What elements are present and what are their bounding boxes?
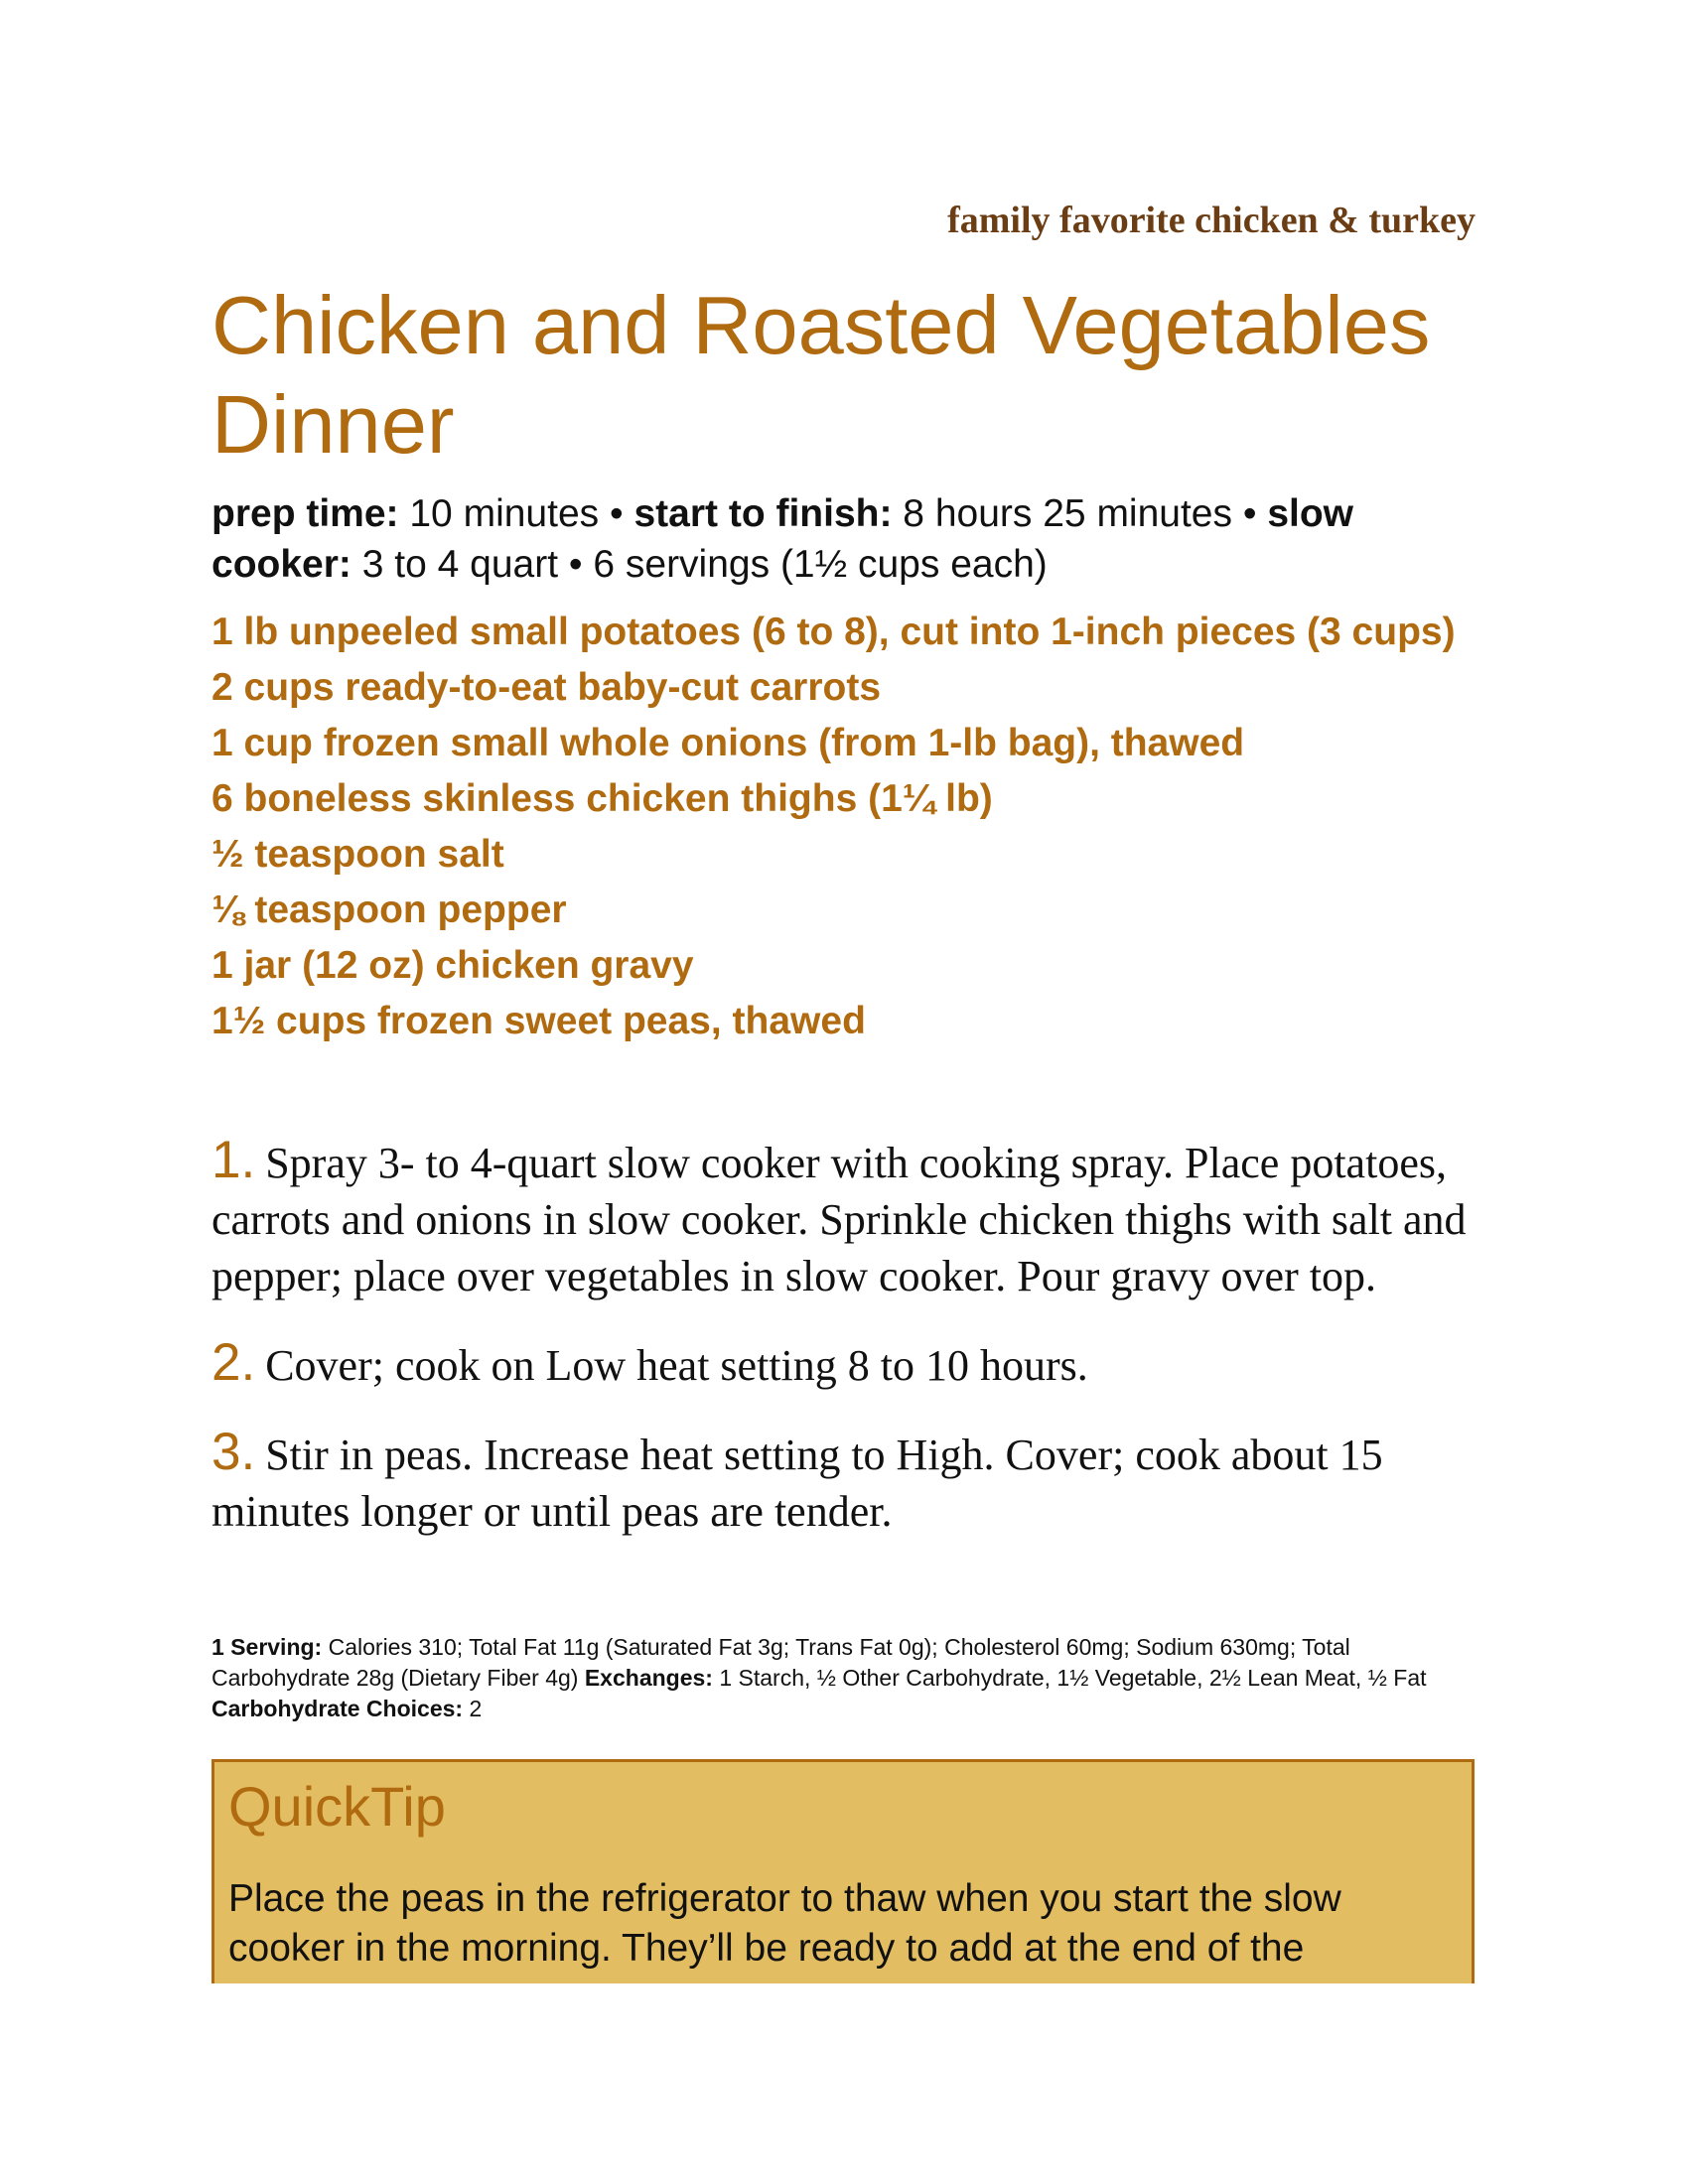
step-text: Cover; cook on Low heat setting 8 to 10 hours. [265,1341,1088,1390]
section-header: family favorite chicken & turkey [947,200,1476,241]
ingredient-item: 1 lb unpeeled small potatoes (6 to 8), cut into 1-inch pieces (3 cups) [211,611,1456,653]
quicktip-body: Place the peas in the refrigerator to thaw when you start the slow cooker in the morning. They’ll be ready to add at the end of the [228,1877,1341,1970]
prep-time-value: 10 minutes • [398,492,634,535]
recipe-meta [211,488,1492,590]
nutrition-info [211,1632,1492,1724]
direction-steps [211,1132,1492,1570]
ingredient-item: 1½ cups frozen sweet peas, thawed [211,1000,866,1042]
start-to-finish-label: start to finish: [633,492,893,535]
ingredient-item: ½ teaspoon salt [211,833,504,876]
exchanges-text: 1 Starch, ½ Other Carbohydrate, 1½ Vegetable, 2½ Lean Meat, ½ Fat [712,1665,1427,1691]
ingredient-item: 6 boneless skinless chicken thighs (1¼ lb) [211,777,993,820]
step-item [211,1132,1492,1304]
prep-time-label: prep time: [211,492,399,535]
recipe-title: Chicken and Roasted Vegetables Dinner [211,279,1431,471]
carb-choices-label: Carbohydrate Choices: [211,1696,464,1721]
ingredient-item: 2 cups ready-to-eat baby-cut carrots [211,666,882,709]
serving-label: 1 Serving: [211,1634,323,1660]
step-number: 3. [211,1423,256,1481]
step-item [211,1424,1492,1540]
carb-choices-text: 2 [463,1696,483,1721]
step-number: 1. [211,1131,256,1189]
step-text: Stir in peas. Increase heat setting to High. Cover; cook about 15 minutes longer or until peas are tender. [211,1431,1383,1536]
serving-text: Calories 310; Total Fat 11g (Saturated Fat 3g; Trans Fat 0g); Cholesterol 60mg; Sodium 630mg; Total Carbohydrate 28g (Dietary Fiber 4g) [211,1634,1350,1691]
exchanges-label: Exchanges: [584,1665,713,1691]
ingredient-item: 1 jar (12 oz) chicken gravy [211,944,694,987]
step-number: 2. [211,1333,256,1392]
quicktip-box [211,1759,1475,1983]
ingredient-item: ⅛ teaspoon pepper [211,888,567,931]
step-text: Spray 3- to 4-quart slow cooker with cooking spray. Place potatoes, carrots and onions in slow cooker. Sprinkle chicken thighs with salt and pepper; place over vegetables in slow cooker. Pour gravy over top. [211,1139,1467,1300]
quicktip-title: QuickTip [228,1775,446,1838]
slow-cooker-label: slow cooker: [211,492,1354,586]
slow-cooker-value: 3 to 4 quart • 6 servings (1½ cups each) [351,543,1048,586]
ingredient-item: 1 cup frozen small whole onions (from 1-lb bag), thawed [211,722,1245,764]
start-to-finish-value: 8 hours 25 minutes • [892,492,1268,535]
step-item [211,1334,1492,1394]
ingredient-list [211,608,1492,1052]
